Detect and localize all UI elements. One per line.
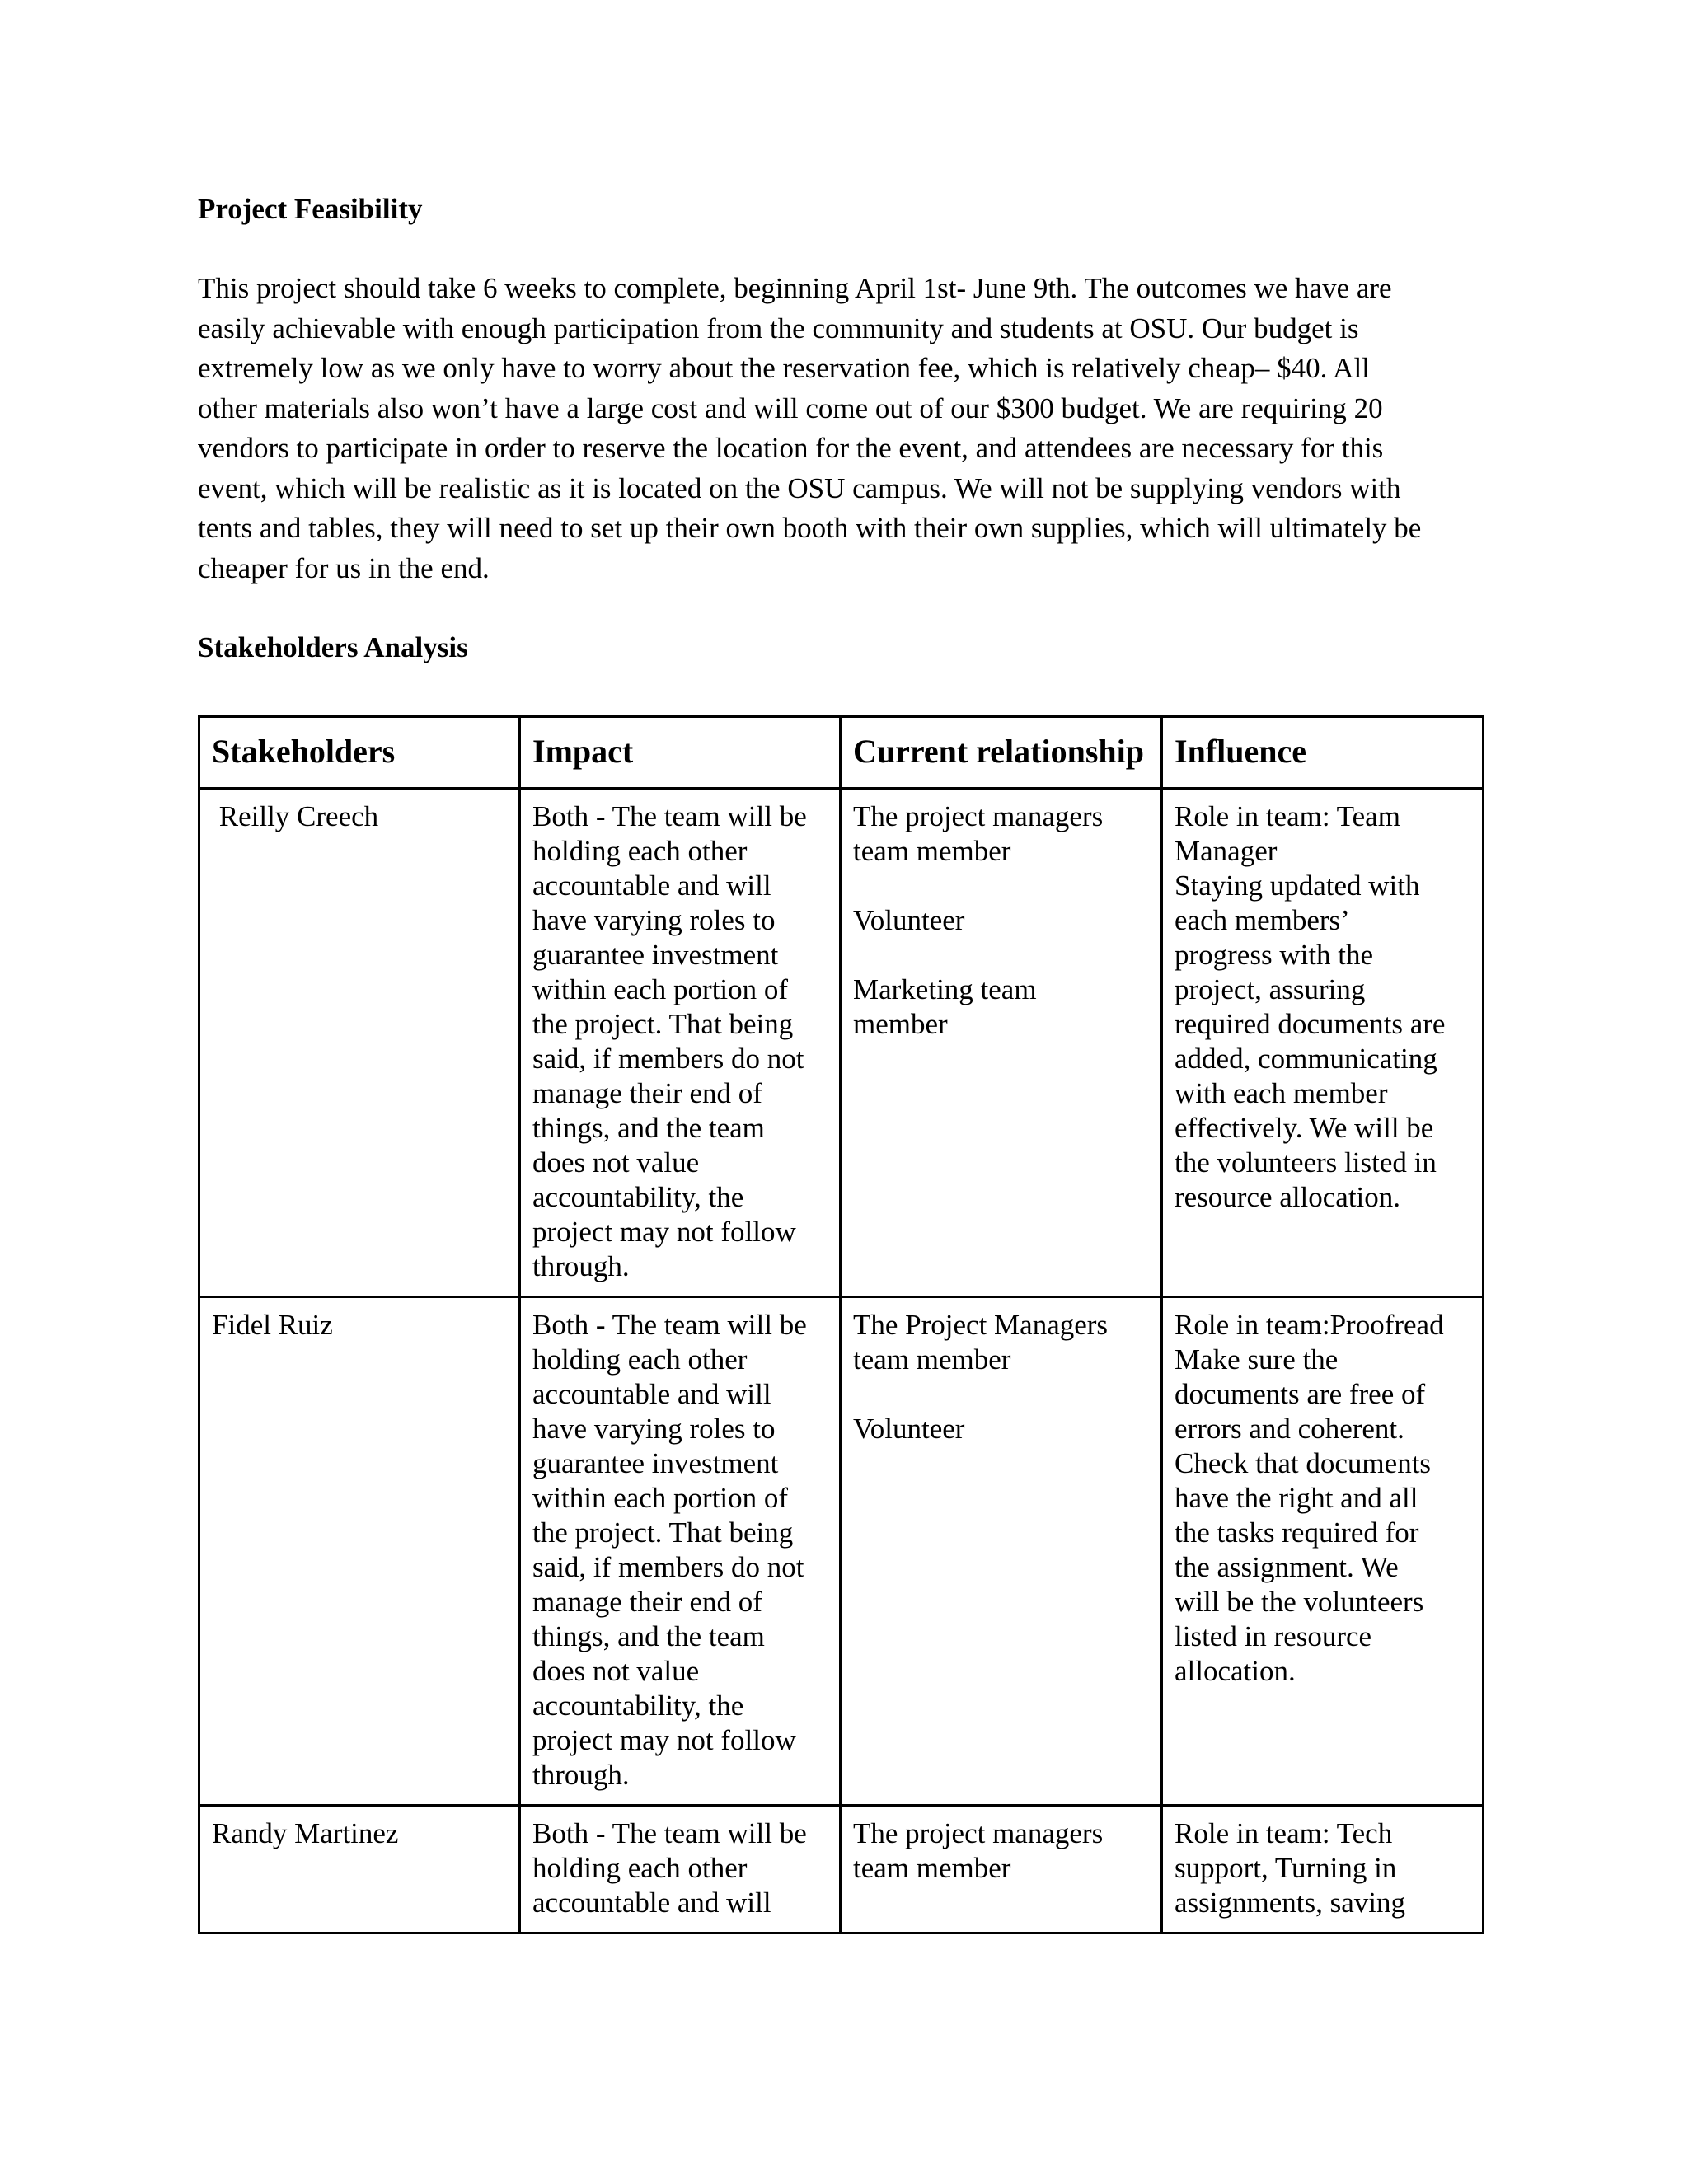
impact-line: accountability, the <box>532 1690 744 1722</box>
influence-cell <box>1162 789 1484 1297</box>
paragraph-line: vendors to participate in order to reserve the location for the event, and attendees are necessary for this <box>198 432 1384 464</box>
relationship-line: member <box>853 1008 948 1040</box>
impact-cell <box>520 789 841 1297</box>
paragraph-line: tents and tables, they will need to set up their own booth with their own supplies, which will ultimately be <box>198 512 1422 544</box>
paragraph-line: event, which will be realistic as it is located on the OSU campus. We will not be supplying vendors with <box>198 471 1401 504</box>
relationship-line: The Project Managers <box>853 1309 1109 1341</box>
relationship-line: Volunteer <box>853 1413 965 1445</box>
feasibility-paragraph <box>198 269 1484 588</box>
stakeholder-name: Randy Martinez <box>212 1817 399 1849</box>
table-row <box>199 789 1484 1297</box>
impact-line: Both - The team will be <box>532 1817 807 1849</box>
impact-line: Both - The team will be <box>532 1309 807 1341</box>
paragraph-line: extremely low as we only have to worry about the reservation fee, which is relatively cheap– $40. All <box>198 352 1370 384</box>
blank-line <box>853 1377 1149 1412</box>
impact-line: holding each other <box>532 1343 748 1376</box>
impact-line: within each portion of <box>532 973 789 1005</box>
impact-cell <box>520 1806 841 1933</box>
impact-line: manage their end of <box>532 1586 762 1618</box>
influence-line: required documents are <box>1175 1008 1446 1040</box>
influence-line: progress with the <box>1175 939 1374 971</box>
relationship-cell <box>841 789 1162 1297</box>
relationship-cell <box>841 1297 1162 1806</box>
influence-cell <box>1162 1297 1484 1806</box>
column-header-influence: Influence <box>1162 717 1484 789</box>
column-header-current-relationship: Current relationship <box>841 717 1162 789</box>
influence-line: support, Turning in <box>1175 1852 1397 1884</box>
influence-line: Role in team: Team <box>1175 800 1400 832</box>
influence-line: added, communicating <box>1175 1043 1437 1075</box>
influence-line: Role in team: Tech <box>1175 1817 1393 1849</box>
influence-line: Check that documents <box>1175 1447 1432 1479</box>
influence-line: effectively. We will be <box>1175 1112 1434 1144</box>
impact-line: accountable and will <box>532 1886 771 1919</box>
impact-line: things, and the team <box>532 1112 765 1144</box>
impact-line: accountable and will <box>532 1378 771 1410</box>
influence-cell <box>1162 1806 1484 1933</box>
impact-line: things, and the team <box>532 1620 765 1652</box>
stakeholder-name-cell <box>199 789 520 1297</box>
influence-line: each members’ <box>1175 904 1350 936</box>
relationship-line: team member <box>853 1343 1011 1376</box>
influence-line: Staying updated with <box>1175 869 1420 902</box>
table-header-row <box>199 717 1484 789</box>
feasibility-heading: Project Feasibility <box>198 193 423 225</box>
relationship-line: The project managers <box>853 1817 1104 1849</box>
relationship-line: The project managers <box>853 800 1104 832</box>
influence-line: Make sure the <box>1175 1343 1339 1376</box>
stakeholder-name: Reilly Creech <box>212 800 379 832</box>
impact-line: guarantee investment <box>532 1447 779 1479</box>
impact-line: have varying roles to <box>532 904 776 936</box>
influence-line: project, assuring <box>1175 973 1366 1005</box>
paragraph-line: This project should take 6 weeks to complete, beginning April 1st- June 9th. The outcomes we have are <box>198 272 1392 304</box>
impact-line: project may not follow <box>532 1724 796 1756</box>
influence-line: the assignment. We <box>1175 1551 1399 1583</box>
stakeholders-heading: Stakeholders Analysis <box>198 631 468 663</box>
impact-line: the project. That being <box>532 1008 794 1040</box>
table-row <box>199 1806 1484 1933</box>
stakeholder-name: Fidel Ruiz <box>212 1309 333 1341</box>
influence-line: the tasks required for <box>1175 1516 1419 1549</box>
relationship-cell <box>841 1806 1162 1933</box>
influence-line: assignments, saving <box>1175 1886 1405 1919</box>
impact-line: holding each other <box>532 1852 748 1884</box>
influence-line: documents are free of <box>1175 1378 1426 1410</box>
impact-cell <box>520 1297 841 1806</box>
column-header-impact: Impact <box>520 717 841 789</box>
relationship-line: Volunteer <box>853 904 965 936</box>
impact-line: within each portion of <box>532 1482 789 1514</box>
impact-line: project may not follow <box>532 1216 796 1248</box>
influence-line: errors and coherent. <box>1175 1413 1404 1445</box>
impact-line: accountability, the <box>532 1181 744 1213</box>
document-page <box>198 190 1484 668</box>
stakeholder-name-cell <box>199 1806 520 1933</box>
influence-line: listed in resource <box>1175 1620 1372 1652</box>
paragraph-line: cheaper for us in the end. <box>198 551 490 584</box>
influence-line: Role in team:Proofread <box>1175 1309 1444 1341</box>
impact-line: the project. That being <box>532 1516 794 1549</box>
influence-line: resource allocation. <box>1175 1181 1401 1213</box>
paragraph-line: easily achievable with enough participation from the community and students at OSU. Our budget is <box>198 312 1359 344</box>
stakeholders-table <box>198 715 1484 1934</box>
stakeholder-name-cell <box>199 1297 520 1806</box>
relationship-line: Marketing team <box>853 973 1037 1005</box>
impact-line: have varying roles to <box>532 1413 776 1445</box>
impact-line: through. <box>532 1250 630 1282</box>
impact-line: Both - The team will be <box>532 800 807 832</box>
influence-line: the volunteers listed in <box>1175 1146 1437 1179</box>
blank-line <box>853 938 1149 972</box>
impact-line: does not value <box>532 1655 700 1687</box>
impact-line: through. <box>532 1759 630 1791</box>
influence-line: will be the volunteers <box>1175 1586 1424 1618</box>
impact-line: guarantee investment <box>532 939 779 971</box>
impact-line: holding each other <box>532 835 748 867</box>
column-header-stakeholders: Stakeholders <box>199 717 520 789</box>
table-row <box>199 1297 1484 1806</box>
influence-line: have the right and all <box>1175 1482 1418 1514</box>
influence-line: allocation. <box>1175 1655 1296 1687</box>
relationship-line: team member <box>853 835 1011 867</box>
impact-line: does not value <box>532 1146 700 1179</box>
impact-line: said, if members do not <box>532 1043 804 1075</box>
impact-line: said, if members do not <box>532 1551 804 1583</box>
paragraph-line: other materials also won’t have a large cost and will come out of our $300 budget. We are requiring 20 <box>198 391 1383 424</box>
influence-line: with each member <box>1175 1077 1388 1109</box>
influence-line: Manager <box>1175 835 1278 867</box>
impact-line: manage their end of <box>532 1077 762 1109</box>
blank-line <box>853 869 1149 903</box>
impact-line: accountable and will <box>532 869 771 902</box>
relationship-line: team member <box>853 1852 1011 1884</box>
